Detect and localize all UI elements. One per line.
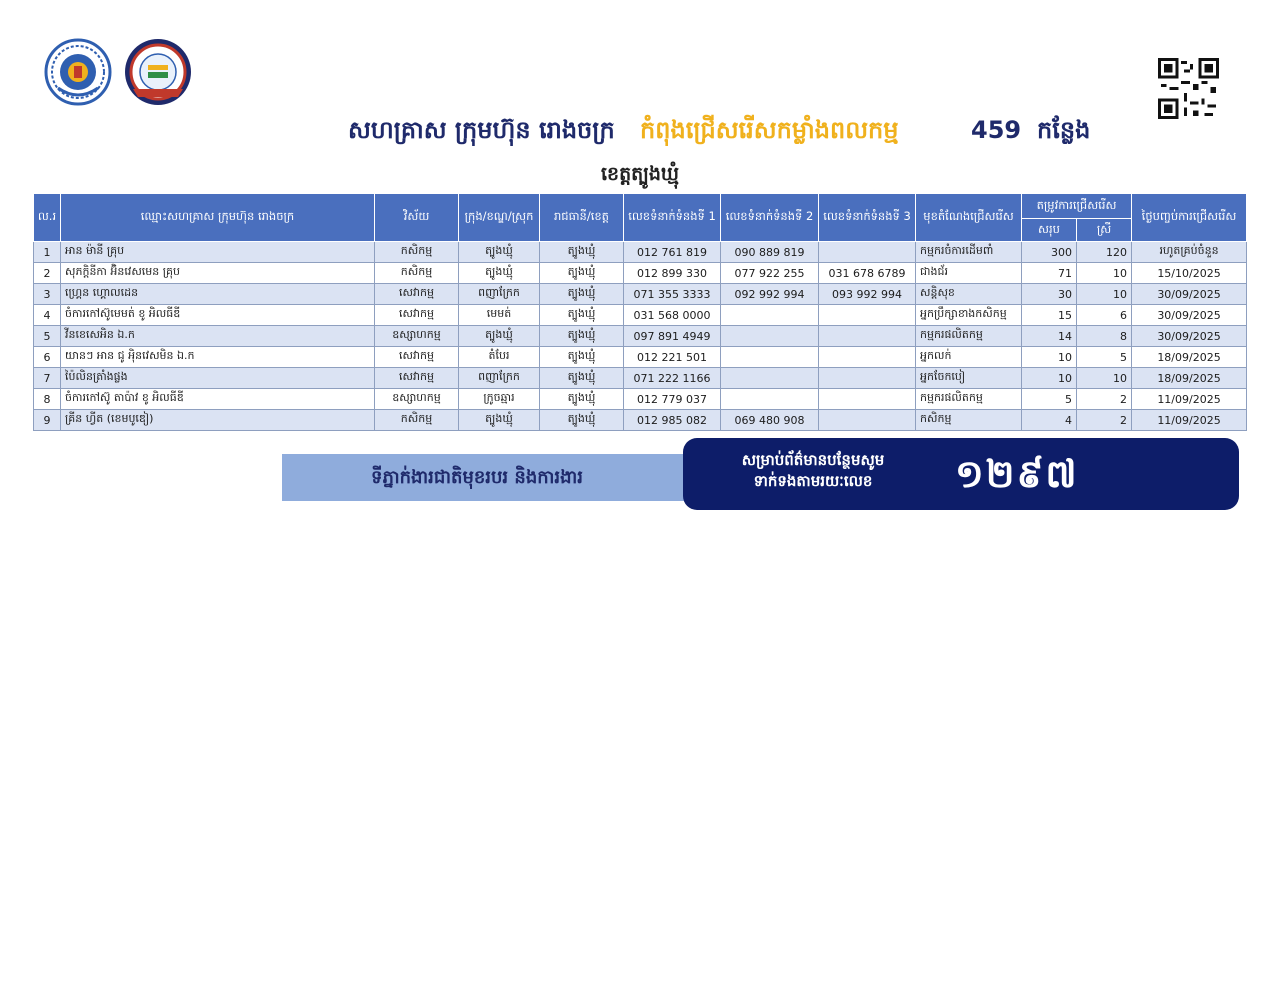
hotline-info-line2: ទាក់ទងតាមរយៈលេខ (753, 472, 873, 490)
col-position: មុខតំណែងជ្រើសរើស (916, 194, 1022, 242)
cell-deadline: 18/09/2025 (1132, 368, 1247, 389)
cell-district: ត្បូងឃ្មុំ (459, 242, 540, 263)
cell-province: ត្បូងឃ្មុំ (540, 326, 624, 347)
cell-district: ត្បូងឃ្មុំ (459, 263, 540, 284)
cell-phone1: 071 222 1166 (624, 368, 721, 389)
col-deadline: ថ្ងៃបញ្ចប់ការជ្រើសរើស (1132, 194, 1247, 242)
cell-province: ត្បូងឃ្មុំ (540, 389, 624, 410)
cell-position: កម្មករចំការដើមពាំ (916, 242, 1022, 263)
cell-total: 300 (1022, 242, 1077, 263)
nea-logo (123, 37, 193, 107)
table-row (34, 410, 1247, 431)
cell-female: 10 (1077, 284, 1132, 305)
qr-code[interactable] (1158, 58, 1219, 119)
cell-name: អាន ម៉ានី គ្រុប (61, 242, 375, 263)
col-name: ឈ្មោះសហគ្រាស ក្រុមហ៊ុន រោងចក្រ (61, 194, 375, 242)
cell-deadline: 30/09/2025 (1132, 284, 1247, 305)
cell-total: 5 (1022, 389, 1077, 410)
col-no: ល.រ (34, 194, 61, 242)
cell-position: ជាងជ័រ (916, 263, 1022, 284)
cell-total: 14 (1022, 326, 1077, 347)
cell-name: ប៉ៃលិនត្រាំងផ្លង (61, 368, 375, 389)
cell-province: ត្បូងឃ្មុំ (540, 347, 624, 368)
cell-name: សុភក្តិនីកា អ៊ិនវេសមេន គ្រុប (61, 263, 375, 284)
cell-female: 10 (1077, 263, 1132, 284)
cell-province: ត្បូងឃ្មុំ (540, 284, 624, 305)
col-district: ក្រុង/ខណ្ឌ/ស្រុក (459, 194, 540, 242)
cell-phone2 (721, 389, 819, 410)
cell-phone1: 012 985 082 (624, 410, 721, 431)
table-row (34, 326, 1247, 347)
table-row (34, 347, 1247, 368)
cell-phone1: 071 355 3333 (624, 284, 721, 305)
company-label: សហគ្រាស ក្រុមហ៊ុន រោងចក្រ (348, 116, 615, 144)
table-row (34, 263, 1247, 284)
cell-sector: សេវាកម្ម (375, 368, 459, 389)
cell-female: 10 (1077, 368, 1132, 389)
hotline-info-line1: សម្រាប់ព័ត៌មានបន្ថែមសូម (741, 451, 885, 469)
cell-province: ត្បូងឃ្មុំ (540, 305, 624, 326)
cell-female: 6 (1077, 305, 1132, 326)
col-phone1: លេខទំនាក់ទំនងទី 1 (624, 194, 721, 242)
hotline-info (713, 450, 913, 492)
cell-phone2 (721, 347, 819, 368)
cell-phone3: 031 678 6789 (819, 263, 916, 284)
cell-district: ពញាក្រែក (459, 368, 540, 389)
ministry-logo (44, 38, 112, 106)
cell-phone1: 012 899 330 (624, 263, 721, 284)
cell-sector: កសិកម្ម (375, 410, 459, 431)
jobs-table (33, 193, 1247, 431)
table-row (34, 284, 1247, 305)
cell-district: ត្បូងឃ្មុំ (459, 410, 540, 431)
cell-phone2: 069 480 908 (721, 410, 819, 431)
cell-province: ត្បូងឃ្មុំ (540, 263, 624, 284)
cell-no: 1 (34, 242, 61, 263)
cell-position: អ្នកចែកបៀ (916, 368, 1022, 389)
cell-phone3 (819, 305, 916, 326)
cell-position: កម្មករផលិតកម្ម (916, 389, 1022, 410)
cell-phone3 (819, 326, 916, 347)
cell-no: 2 (34, 263, 61, 284)
cell-sector: សេវាកម្ម (375, 305, 459, 326)
cell-deadline: 18/09/2025 (1132, 347, 1247, 368)
recruiting-label: កំពុងជ្រើសរើសកម្លាំងពលកម្ម (640, 116, 899, 144)
col-need: តម្រូវការជ្រើសរើស (1022, 194, 1132, 219)
agency-banner (282, 454, 702, 501)
cell-name: វីនខេសេអិន ឯ.ក (61, 326, 375, 347)
cell-phone2: 077 922 255 (721, 263, 819, 284)
col-female: ស្រី (1077, 219, 1132, 242)
cell-name: យានៗ អាន ជូ អុិនវេសមិន ឯ.ក (61, 347, 375, 368)
cell-deadline: 15/10/2025 (1132, 263, 1247, 284)
cell-phone1: 012 221 501 (624, 347, 721, 368)
cell-no: 6 (34, 347, 61, 368)
cell-name: ចំការកៅស៊ូ តាប៉ាវ ខូ អិលធីឌី (61, 389, 375, 410)
cell-name: ចំការកៅស៊ូមេមត់ ខូ អិលធីឌី (61, 305, 375, 326)
table-row (34, 368, 1247, 389)
table-row (34, 242, 1247, 263)
cell-total: 71 (1022, 263, 1077, 284)
col-phone2: លេខទំនាក់ទំនងទី 2 (721, 194, 819, 242)
cell-province: ត្បូងឃ្មុំ (540, 410, 624, 431)
cell-sector: សេវាកម្ម (375, 347, 459, 368)
cell-no: 3 (34, 284, 61, 305)
cell-no: 4 (34, 305, 61, 326)
cell-sector: កសិកម្ម (375, 242, 459, 263)
cell-deadline: 30/09/2025 (1132, 326, 1247, 347)
cell-district: មេមត់ (459, 305, 540, 326)
cell-sector: ឧស្សាហកម្ម (375, 389, 459, 410)
cell-phone2: 092 992 994 (721, 284, 819, 305)
hotline-banner (683, 438, 1239, 510)
cell-female: 120 (1077, 242, 1132, 263)
province-title: ខេត្តត្បូងឃ្មុំ (600, 163, 680, 185)
table-row (34, 389, 1247, 410)
cell-female: 2 (1077, 389, 1132, 410)
cell-name: គ្រីន ហ្វីត (ខេមបូឌៀ) (61, 410, 375, 431)
col-total: សរុប (1022, 219, 1077, 242)
cell-deadline: 30/09/2025 (1132, 305, 1247, 326)
cell-position: កសិកម្ម (916, 410, 1022, 431)
cell-no: 5 (34, 326, 61, 347)
cell-phone3 (819, 389, 916, 410)
cell-province: ត្បូងឃ្មុំ (540, 368, 624, 389)
cell-position: កម្មករផលិតកម្ម (916, 326, 1022, 347)
cell-position: អ្នកប្រឹក្សាខាងកសិកម្ម (916, 305, 1022, 326)
cell-total: 10 (1022, 347, 1077, 368)
cell-sector: ឧស្សាហកម្ម (375, 326, 459, 347)
positions-unit: កន្លែង (1037, 116, 1091, 144)
cell-female: 5 (1077, 347, 1132, 368)
agency-name: ទីភ្នាក់ងារជាតិមុខរបរ និងការងារ (371, 467, 583, 488)
cell-district: ត្បូងឃ្មុំ (459, 326, 540, 347)
cell-total: 15 (1022, 305, 1077, 326)
cell-phone1: 031 568 0000 (624, 305, 721, 326)
cell-phone2 (721, 368, 819, 389)
cell-no: 7 (34, 368, 61, 389)
cell-phone2 (721, 305, 819, 326)
cell-deadline: 11/09/2025 (1132, 410, 1247, 431)
cell-phone2: 090 889 819 (721, 242, 819, 263)
cell-phone2 (721, 326, 819, 347)
cell-total: 30 (1022, 284, 1077, 305)
cell-sector: សេវាកម្ម (375, 284, 459, 305)
headline (0, 112, 1280, 148)
cell-position: អ្នកលក់ (916, 347, 1022, 368)
col-sector: វិស័យ (375, 194, 459, 242)
col-phone3: លេខទំនាក់ទំនងទី 3 (819, 194, 916, 242)
cell-no: 8 (34, 389, 61, 410)
positions-count: 459 (971, 116, 1022, 144)
cell-phone1: 097 891 4949 (624, 326, 721, 347)
cell-phone3: 093 992 994 (819, 284, 916, 305)
cell-district: តំបែរ (459, 347, 540, 368)
cell-phone3 (819, 347, 916, 368)
cell-province: ត្បូងឃ្មុំ (540, 242, 624, 263)
cell-position: សន្តិសុខ (916, 284, 1022, 305)
table-row (34, 305, 1247, 326)
cell-female: 2 (1077, 410, 1132, 431)
cell-female: 8 (1077, 326, 1132, 347)
cell-phone1: 012 779 037 (624, 389, 721, 410)
hotline-number[interactable]: ១២៩៧ (955, 452, 1079, 496)
cell-deadline: 11/09/2025 (1132, 389, 1247, 410)
cell-name: ហ្គ្រេន ហ្គោលដេន (61, 284, 375, 305)
cell-phone3 (819, 368, 916, 389)
cell-total: 10 (1022, 368, 1077, 389)
cell-phone3 (819, 410, 916, 431)
cell-phone3 (819, 242, 916, 263)
cell-no: 9 (34, 410, 61, 431)
cell-total: 4 (1022, 410, 1077, 431)
cell-sector: កសិកម្ម (375, 263, 459, 284)
cell-deadline: រហូតគ្រប់ចំនួន (1132, 242, 1247, 263)
cell-district: ក្រូចឆ្មារ (459, 389, 540, 410)
col-province: រាជធានី/ខេត្ត (540, 194, 624, 242)
cell-district: ពញាក្រែក (459, 284, 540, 305)
cell-phone1: 012 761 819 (624, 242, 721, 263)
